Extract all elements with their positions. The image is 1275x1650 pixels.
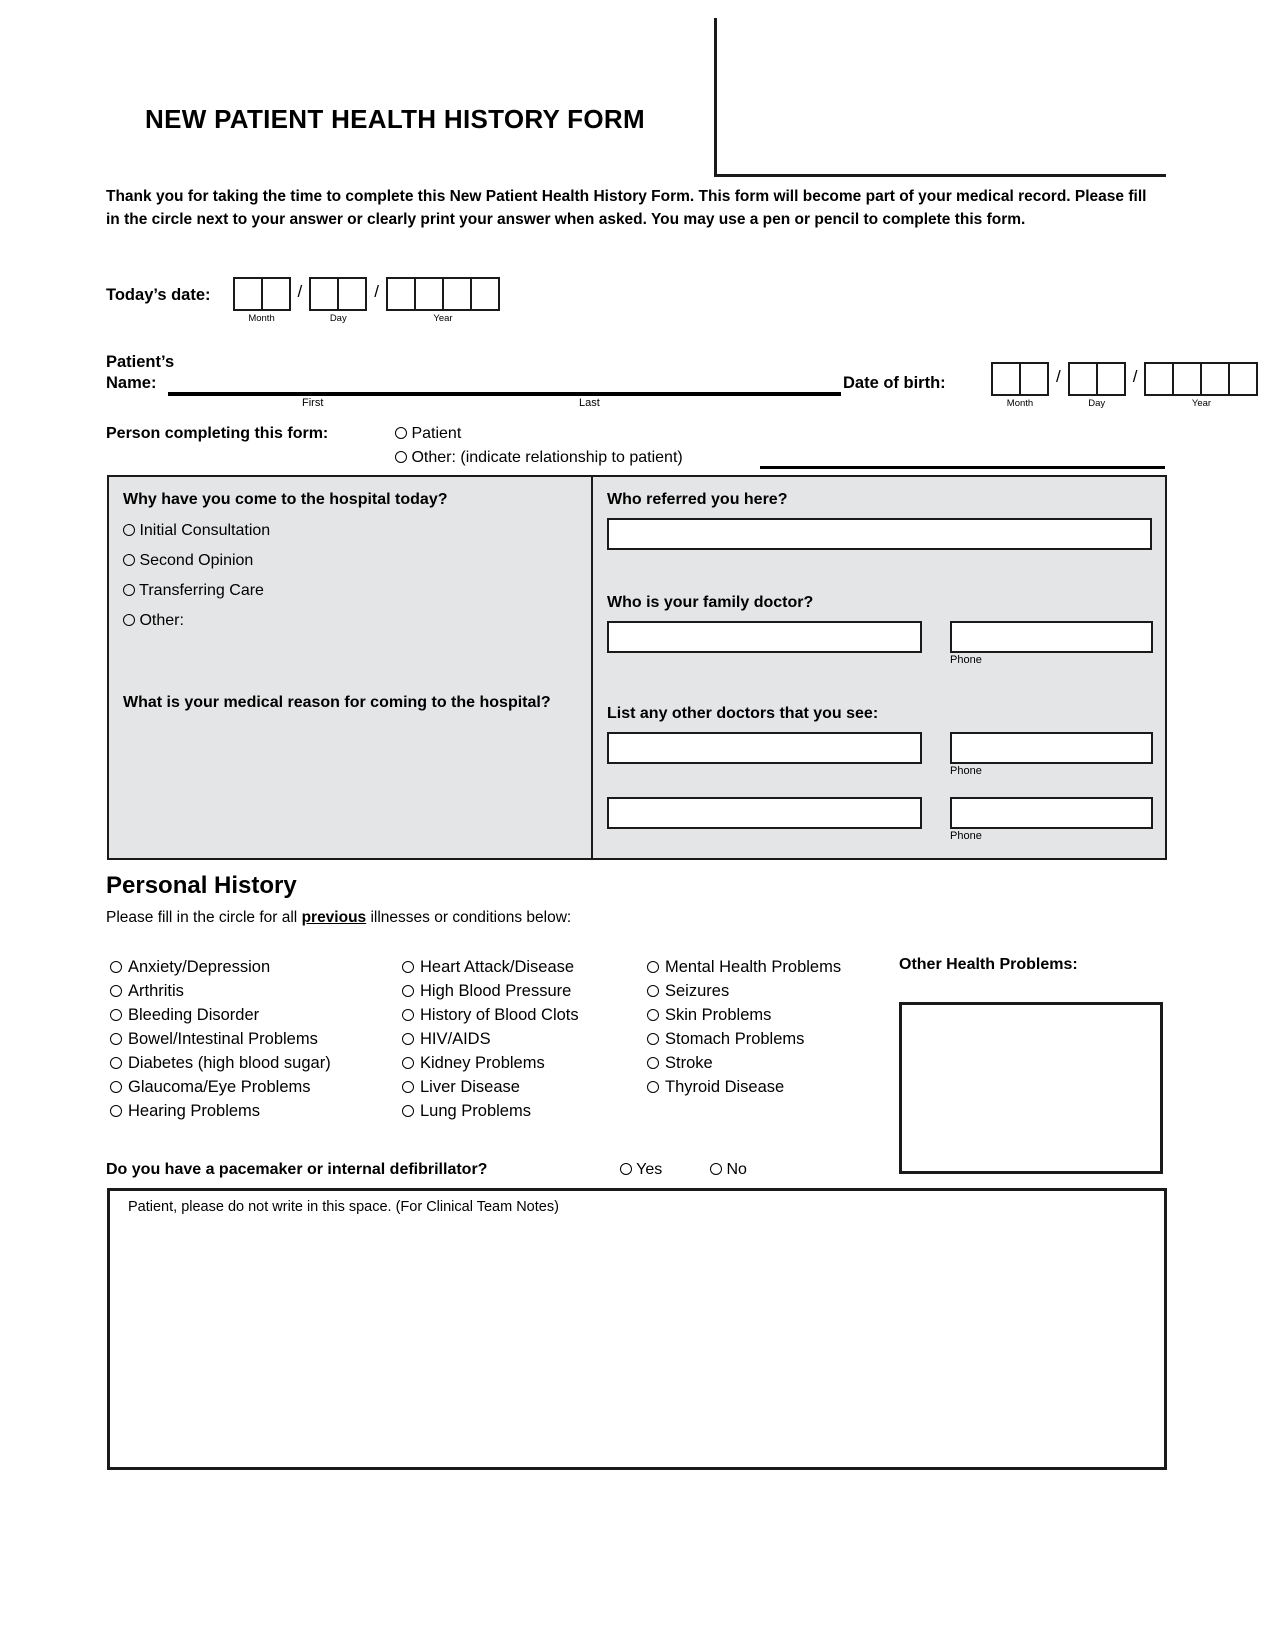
page-title: NEW PATIENT HEALTH HISTORY FORM [145, 104, 645, 134]
phone-caption: Phone [950, 830, 982, 842]
year-caption: Year [433, 313, 453, 324]
option-label: Other: [139, 612, 184, 629]
radio-circle-icon[interactable] [123, 584, 135, 596]
clinical-team-notes-instruction: Patient, please do not write in this space. (For Clinical Team Notes) [128, 1199, 559, 1215]
year-caption: Year [1191, 398, 1212, 409]
todays-date-label: Today’s date: [106, 286, 211, 304]
condition-item[interactable] [402, 1003, 647, 1027]
referrals-column [593, 477, 1165, 858]
visit-reason-option-second-opinion[interactable] [123, 552, 591, 570]
todays-date-month-segment[interactable] [233, 277, 291, 324]
condition-label: History of Blood Clots [420, 1006, 579, 1024]
date-cell[interactable] [311, 279, 339, 309]
radio-circle-icon[interactable] [110, 1033, 122, 1045]
condition-label: Mental Health Problems [665, 958, 842, 976]
other-doctor-row-1 [607, 732, 1165, 777]
condition-item[interactable] [402, 1027, 647, 1051]
date-cell[interactable] [1146, 364, 1174, 394]
date-cell[interactable] [235, 279, 263, 309]
condition-label: Lung Problems [420, 1102, 531, 1120]
family-doctor-phone-group [950, 621, 1153, 666]
radio-circle-icon[interactable] [647, 985, 659, 997]
date-cell[interactable] [444, 279, 472, 309]
radio-circle-icon[interactable] [647, 961, 659, 973]
date-separator: / [1056, 367, 1061, 386]
option-label: Initial Consultation [139, 522, 271, 539]
date-cell[interactable] [416, 279, 444, 309]
condition-label: Bowel/Intestinal Problems [128, 1030, 318, 1048]
condition-label: Stroke [665, 1054, 713, 1072]
radio-circle-icon[interactable] [402, 961, 414, 973]
dob-year-segment[interactable] [1144, 362, 1258, 409]
month-caption: Month [1006, 398, 1034, 409]
family-doctor-phone-input[interactable] [950, 621, 1153, 653]
option-label: Other: (indicate relationship to patient) [411, 449, 683, 466]
condition-label: Hearing Problems [128, 1102, 261, 1120]
radio-circle-icon[interactable] [647, 1009, 659, 1021]
radio-circle-icon[interactable] [395, 451, 407, 463]
day-caption: Day [1088, 398, 1106, 409]
person-completing-option-patient[interactable] [395, 425, 461, 443]
radio-circle-icon[interactable] [402, 1081, 414, 1093]
condition-item[interactable] [647, 979, 887, 1003]
person-completing-option-other[interactable] [395, 449, 683, 467]
condition-label: Stomach Problems [665, 1030, 805, 1048]
radio-circle-icon[interactable] [110, 1105, 122, 1117]
family-doctor-question: Who is your family doctor? [607, 594, 814, 611]
radio-circle-icon[interactable] [123, 524, 135, 536]
other-doctors-question: List any other doctors that you see: [607, 705, 879, 722]
condition-item[interactable] [110, 1099, 402, 1123]
condition-item[interactable] [402, 955, 647, 979]
condition-label: Glaucoma/Eye Problems [128, 1078, 311, 1096]
todays-date-year-cells[interactable] [386, 277, 500, 311]
option-label: No [726, 1161, 747, 1178]
instruction-text-before: Please fill in the circle for all [106, 909, 302, 926]
medical-reason-question: What is your medical reason for coming to the hospital? [123, 694, 551, 711]
other-doctor-2-phone-group [950, 797, 1153, 842]
day-caption: Day [329, 313, 347, 324]
other-doctor-1-name-input[interactable] [607, 732, 922, 764]
option-label: Transferring Care [139, 582, 264, 599]
condition-item[interactable] [110, 1003, 402, 1027]
pacemaker-option-yes[interactable] [620, 1161, 662, 1179]
date-cell[interactable] [263, 279, 289, 309]
condition-label: High Blood Pressure [420, 982, 572, 1000]
other-health-problems-input[interactable] [899, 1002, 1163, 1174]
condition-item[interactable] [402, 1051, 647, 1075]
radio-circle-icon[interactable] [647, 1033, 659, 1045]
month-caption: Month [248, 313, 275, 324]
radio-circle-icon[interactable] [402, 1057, 414, 1069]
radio-circle-icon[interactable] [402, 985, 414, 997]
condition-label: Skin Problems [665, 1006, 772, 1024]
condition-label: Thyroid Disease [665, 1078, 785, 1096]
first-name-caption: First [302, 397, 324, 409]
condition-label: Arthritis [128, 982, 184, 1000]
visit-reason-option-transferring-care[interactable] [123, 582, 591, 600]
condition-item[interactable] [647, 955, 887, 979]
radio-circle-icon[interactable] [110, 1009, 122, 1021]
option-label: Second Opinion [139, 552, 254, 569]
family-doctor-name-input[interactable] [607, 621, 922, 653]
person-completing-other-input[interactable] [760, 466, 1165, 469]
condition-item[interactable] [647, 1051, 887, 1075]
option-label: Patient [411, 425, 462, 442]
condition-label: Liver Disease [420, 1078, 520, 1096]
todays-date-year-segment[interactable] [386, 277, 500, 324]
date-cell[interactable] [1070, 364, 1098, 394]
radio-circle-icon[interactable] [647, 1081, 659, 1093]
radio-circle-icon[interactable] [110, 985, 122, 997]
patient-name-label [106, 352, 174, 394]
radio-circle-icon[interactable] [620, 1163, 632, 1175]
condition-label: Anxiety/Depression [128, 958, 271, 976]
radio-circle-icon[interactable] [110, 1081, 122, 1093]
condition-label: Diabetes (high blood sugar) [128, 1054, 331, 1072]
other-doctor-2-name-input[interactable] [607, 797, 922, 829]
header-divider [714, 174, 1166, 177]
visit-reason-option-other[interactable] [123, 612, 591, 630]
radio-circle-icon[interactable] [123, 554, 135, 566]
date-cell[interactable] [472, 279, 498, 309]
radio-circle-icon[interactable] [395, 427, 407, 439]
date-cell[interactable] [339, 279, 365, 309]
condition-item[interactable] [110, 1075, 402, 1099]
referred-by-input[interactable] [607, 518, 1152, 550]
condition-item[interactable] [110, 1027, 402, 1051]
instruction-text-after: illnesses or conditions below: [366, 909, 572, 926]
other-health-problems-label: Other Health Problems: [899, 956, 1078, 973]
condition-item[interactable] [110, 979, 402, 1003]
last-name-caption: Last [579, 397, 600, 409]
condition-item[interactable] [110, 1051, 402, 1075]
radio-circle-icon[interactable] [123, 614, 135, 626]
radio-circle-icon[interactable] [110, 1057, 122, 1069]
pacemaker-option-no[interactable] [710, 1161, 747, 1179]
todays-date-month-cells[interactable] [233, 277, 291, 311]
form-header [0, 0, 1275, 178]
other-doctor-2-phone-input[interactable] [950, 797, 1153, 829]
other-doctor-1-phone-group [950, 732, 1153, 777]
todays-date-row [106, 277, 500, 324]
condition-item[interactable] [110, 955, 402, 979]
date-cell[interactable] [1098, 364, 1124, 394]
radio-circle-icon[interactable] [402, 1105, 414, 1117]
radio-circle-icon[interactable] [110, 961, 122, 973]
todays-date-input-group[interactable] [233, 277, 500, 324]
visit-reason-question: Why have you come to the hospital today? [123, 491, 448, 508]
condition-item[interactable] [647, 1075, 887, 1099]
dob-day-segment[interactable] [1068, 362, 1126, 409]
dob-month-cells[interactable] [991, 362, 1049, 396]
date-separator: / [297, 282, 303, 301]
logo-placeholder-area [714, 18, 1169, 176]
other-doctor-1-phone-input[interactable] [950, 732, 1153, 764]
condition-item[interactable] [647, 1027, 887, 1051]
conditions-column-3 [647, 955, 887, 1123]
date-cell[interactable] [1174, 364, 1202, 394]
patient-name-input[interactable] [168, 392, 841, 396]
intro-paragraph: Thank you for taking the time to complete this New Patient Health History Form. This form will become part of your medical record. Please fill in the circle next to your answer or clearly print your answer when asked. You may use a pen or pencil to complete this form. [106, 188, 1147, 228]
other-doctor-row-2 [607, 797, 1165, 842]
radio-circle-icon[interactable] [710, 1163, 722, 1175]
date-of-birth-input-group[interactable] [991, 362, 1258, 409]
clinical-team-notes-box[interactable] [107, 1188, 1167, 1470]
condition-item[interactable] [402, 979, 647, 1003]
conditions-checklist [110, 955, 887, 1123]
date-cell[interactable] [1202, 364, 1230, 394]
dob-month-segment[interactable] [991, 362, 1049, 409]
condition-label: Bleeding Disorder [128, 1006, 260, 1024]
radio-circle-icon[interactable] [402, 1009, 414, 1021]
referred-by-question: Who referred you here? [607, 491, 788, 508]
personal-history-instruction [106, 909, 571, 927]
condition-item[interactable] [402, 1099, 647, 1123]
visit-reason-option-initial-consultation[interactable] [123, 522, 591, 540]
dob-year-cells[interactable] [1144, 362, 1258, 396]
patient-name-label-line2: Name: [106, 374, 157, 392]
option-label: Yes [636, 1161, 663, 1178]
radio-circle-icon[interactable] [647, 1057, 659, 1069]
condition-label: HIV/AIDS [420, 1030, 491, 1048]
date-of-birth-label: Date of birth: [843, 374, 946, 392]
condition-item[interactable] [647, 1003, 887, 1027]
date-cell[interactable] [388, 279, 416, 309]
date-cell[interactable] [1230, 364, 1256, 394]
family-doctor-row [607, 621, 1165, 666]
visit-reason-column [109, 477, 593, 858]
instruction-emphasis: previous [301, 909, 367, 926]
condition-label: Seizures [665, 982, 730, 1000]
dob-day-cells[interactable] [1068, 362, 1126, 396]
condition-item[interactable] [402, 1075, 647, 1099]
person-completing-label: Person completing this form: [106, 425, 329, 442]
personal-history-heading: Personal History [106, 872, 297, 899]
date-cell[interactable] [993, 364, 1021, 394]
radio-circle-icon[interactable] [402, 1033, 414, 1045]
patient-name-label-line1: Patient’s [106, 353, 175, 371]
date-cell[interactable] [1021, 364, 1047, 394]
condition-label: Kidney Problems [420, 1054, 545, 1072]
todays-date-day-segment[interactable] [309, 277, 367, 324]
condition-label: Heart Attack/Disease [420, 958, 575, 976]
date-separator: / [374, 282, 379, 301]
conditions-column-1 [110, 955, 402, 1123]
phone-caption: Phone [950, 765, 982, 777]
visit-info-panel [107, 475, 1167, 860]
todays-date-day-cells[interactable] [309, 277, 367, 311]
date-separator: / [1132, 367, 1138, 386]
pacemaker-question: Do you have a pacemaker or internal defibrillator? [106, 1161, 488, 1178]
conditions-column-2 [402, 955, 647, 1123]
phone-caption: Phone [950, 654, 982, 666]
